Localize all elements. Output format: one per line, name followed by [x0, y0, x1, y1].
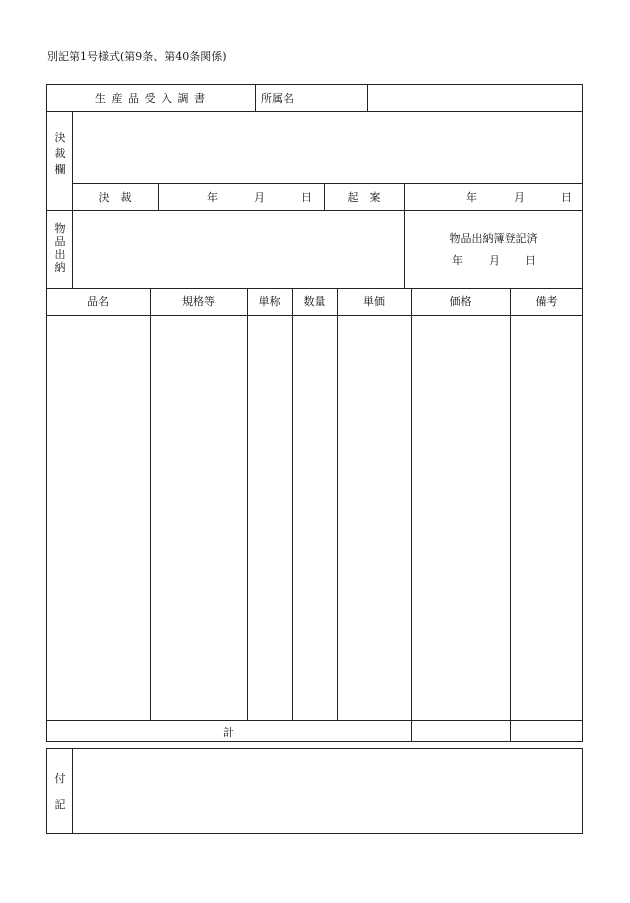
decision-year: 年: [207, 191, 218, 204]
column-header-unit-price: 単価: [363, 295, 385, 308]
column-header-price: 価格: [449, 295, 472, 308]
column-header-specification: 規格等: [182, 295, 215, 308]
notes-side-label: 付 記: [54, 772, 66, 811]
column-header-item-name: 品名: [87, 295, 109, 308]
total-price-cell[interactable]: [412, 721, 509, 741]
column-header-remarks: 備考: [535, 295, 558, 308]
goods-side-label: 物 品 出 納: [54, 222, 66, 274]
table-body[interactable]: [47, 316, 582, 719]
affiliation-field[interactable]: [373, 92, 578, 105]
affiliation-label: 所属名: [261, 92, 294, 105]
divider: [255, 84, 256, 111]
form-label: 別記第1号様式(第9条、第40条関係): [47, 50, 227, 63]
approval-side-label: 決 裁 欄: [54, 131, 66, 176]
ledger-year: 年: [452, 254, 463, 267]
ledger-day: 日: [525, 254, 536, 267]
goods-entry-area[interactable]: [73, 211, 403, 288]
decision-day: 日: [301, 191, 312, 204]
decision-label: 決 裁: [98, 191, 132, 204]
notes-field[interactable]: [73, 749, 582, 833]
ledger-registered-label: 物品出納簿登記済: [449, 232, 538, 245]
divider: [72, 183, 583, 184]
draft-label: 起 案: [347, 191, 381, 204]
draft-day: 日: [561, 191, 572, 204]
approval-stamp-area[interactable]: [73, 112, 582, 183]
document-title: 生 産 品 受 入 調 書: [95, 92, 206, 105]
divider: [367, 84, 368, 111]
column-header-quantity: 数量: [303, 295, 326, 308]
decision-month: 月: [254, 191, 265, 204]
ledger-month: 月: [489, 254, 500, 267]
divider: [158, 183, 159, 210]
draft-year: 年: [466, 191, 477, 204]
total-label: 計: [223, 726, 234, 739]
total-remarks-cell[interactable]: [511, 721, 582, 741]
column-header-unit: 単称: [258, 295, 281, 308]
draft-month: 月: [514, 191, 525, 204]
